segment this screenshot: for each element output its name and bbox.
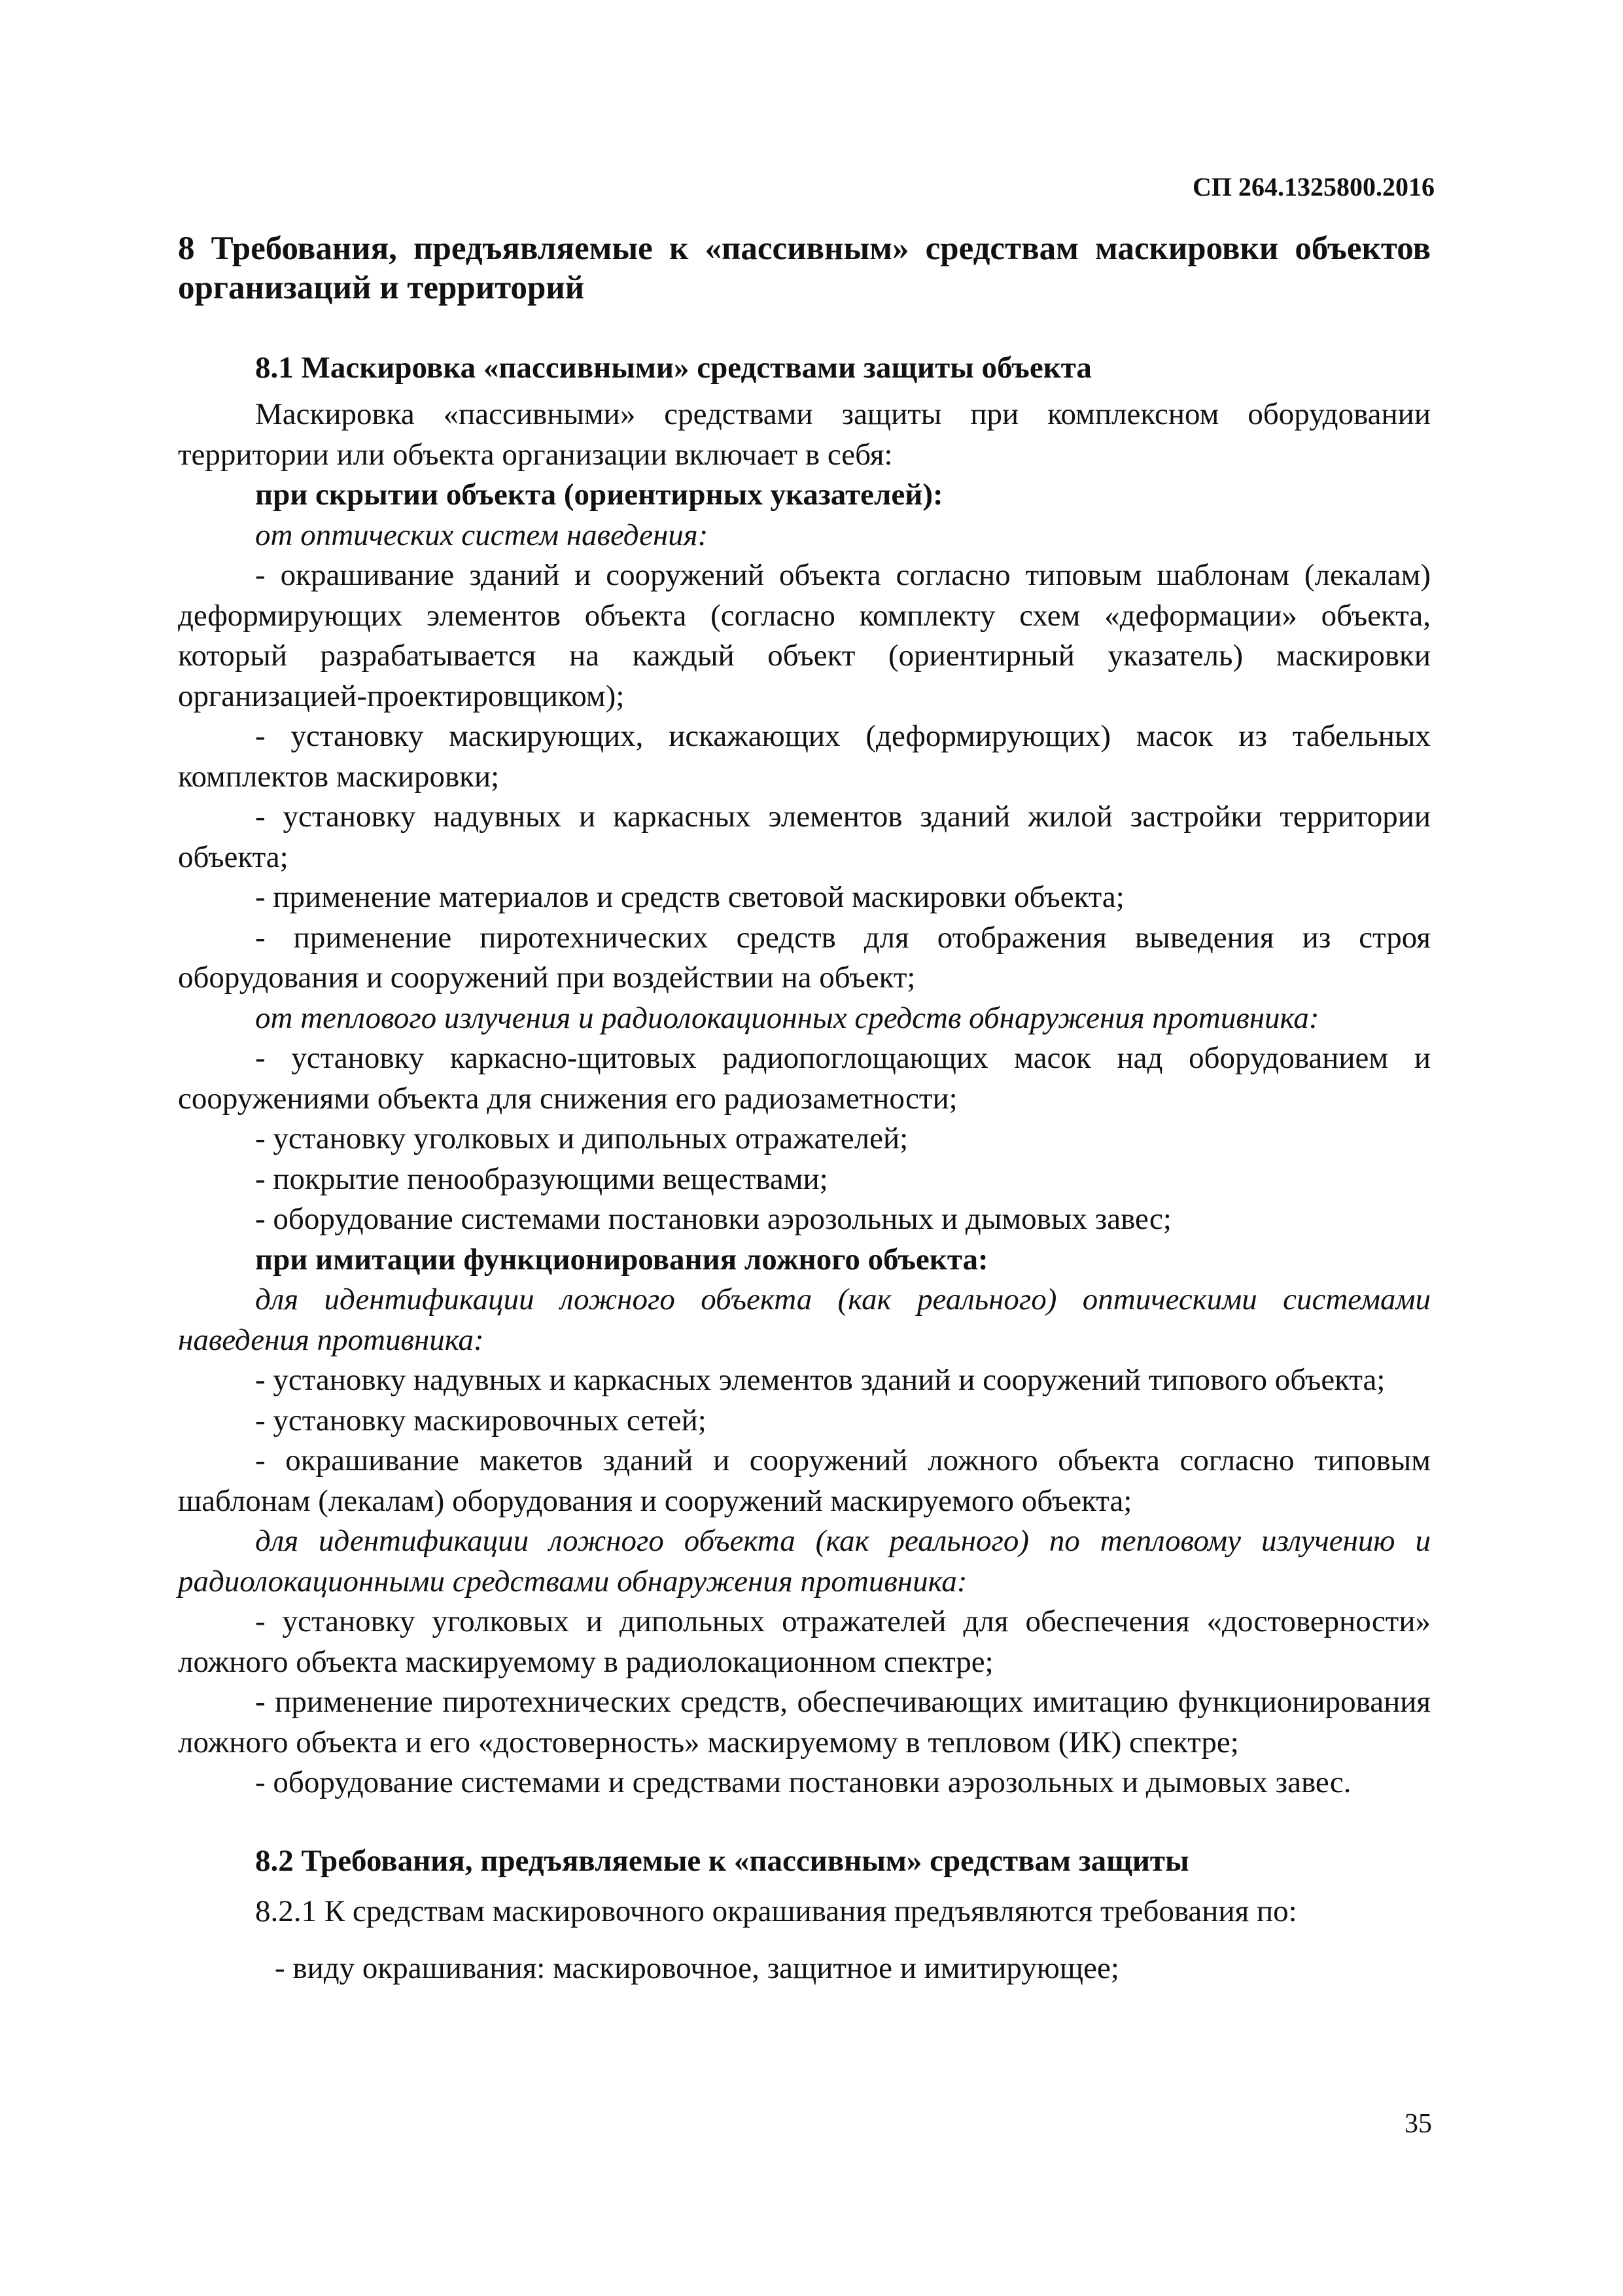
list-item: - окрашивание макетов зданий и сооружений ложного объекта согласно типовым шаблонам (лекалам) оборудования и сооружений маскируемого объекта; <box>178 1443 1431 1518</box>
list-item: - установку маскировочных сетей; <box>255 1403 707 1438</box>
list-item: - применение материалов и средств световой маскировки объекта; <box>255 880 1125 914</box>
list-item: - установку надувных и каркасных элементов зданий и сооружений типового объекта; <box>255 1363 1386 1397</box>
page-number: 35 <box>1405 2109 1432 2139</box>
ident-thermal-label: для идентификации ложного объекта (как реального) по тепловому излучению и радиолокационными средствами обнаружения противника: <box>178 1524 1431 1598</box>
list-item: - применение пиротехнических средств для отображения выведения из строя оборудования и сооружений при воздействии на объект; <box>178 920 1431 995</box>
list-item: - установку маскирующих, искажающих (деформирующих) масок из табельных комплектов маскировки; <box>178 719 1431 794</box>
list-item: - установку надувных и каркасных элементов зданий жилой застройки территории объекта; <box>178 800 1431 874</box>
list-item: - виду окрашивания: маскировочное, защитное и имитирующее; <box>275 1951 1119 1985</box>
document-code: СП 264.1325800.2016 <box>1193 172 1435 202</box>
list-item: - установку уголковых и дипольных отражателей; <box>255 1122 909 1156</box>
section-8-2-heading: 8.2 Требования, предъявляемые к «пассивным» средствам защиты <box>255 1843 1189 1878</box>
thermal-label: от теплового излучения и радиолокационных средств обнаружения противника: <box>255 1000 1319 1035</box>
list-item: - установку уголковых и дипольных отражателей для обеспечения «достоверности» ложного объекта маскируемому в радиолокационном спектре; <box>178 1604 1431 1679</box>
imitation-label: при имитации функционирования ложного объекта: <box>255 1242 988 1277</box>
list-item: - применение пиротехнических средств, обеспечивающих имитацию функционирования ложного объекта и его «достоверность» маскируемому в тепловом (ИК) спектре; <box>178 1685 1431 1759</box>
ident-optical-label: для идентификации ложного объекта (как реального) оптическими системами наведения противника: <box>178 1282 1431 1357</box>
optical-label: от оптических систем наведения: <box>255 518 708 552</box>
list-item: - окрашивание зданий и сооружений объекта согласно типовым шаблонам (лекалам) деформирующих элементов объекта (согласно комплекту схем «деформации» объекта, который разрабатывается на каждый объект (ориентирный указатель) маскировки организацией-проектировщиком); <box>178 558 1431 713</box>
list-item: - оборудование системами и средствами постановки аэрозольных и дымовых завес. <box>255 1765 1352 1799</box>
section-8-1-heading: 8.1 Маскировка «пассивными» средствами защиты объекта <box>255 351 1092 385</box>
section-8-title: 8 Требования, предъявляемые к «пассивным» средствам маскировки объектов организаций и территорий <box>178 230 1431 306</box>
clause-8-2-1: 8.2.1 К средствам маскировочного окрашивания предъявляются требования по: <box>255 1894 1297 1928</box>
list-item: - оборудование системами постановки аэрозольных и дымовых завес; <box>255 1202 1172 1236</box>
list-item: - установку каркасно-щитовых радиопоглощающих масок над оборудованием и сооружениями объекта для снижения его радиозаметности; <box>178 1041 1431 1116</box>
hiding-label: при скрытии объекта (ориентирных указателей): <box>255 478 943 512</box>
s8-1-intro: Маскировка «пассивными» средствами защиты при комплексном оборудовании территории или объекта организации включает в себя: <box>178 397 1431 472</box>
list-item: - покрытие пенообразующими веществами; <box>255 1161 828 1196</box>
page-body <box>178 229 1431 1989</box>
